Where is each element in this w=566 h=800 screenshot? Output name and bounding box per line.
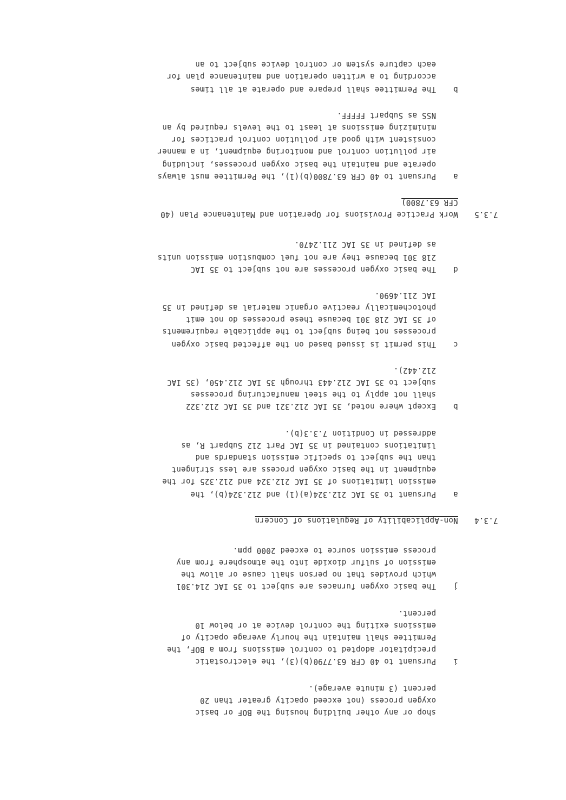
list-item [78, 544, 498, 593]
paragraph [78, 681, 498, 718]
text-line: 212.442). [393, 365, 436, 375]
text-line: consistent with good air pollution control practices for [171, 135, 436, 145]
text-line: 218 301 because they are not fuel combustion emission units [157, 252, 436, 262]
item-text [157, 109, 436, 182]
document-body [78, 58, 498, 718]
text-line: The basic oxygen processes are not subject to 35 IAC [190, 264, 436, 274]
text-line: Except where noted, 35 IAC 212.321 and 35 IAC 212.322 [185, 402, 436, 412]
text-line: emissions exiting the control device at or below 10 [195, 620, 436, 630]
list-item [78, 109, 498, 182]
text-line: limitations contained in 35 IAC Part 212 Subpart R, as [181, 440, 436, 450]
text-line: air pollution control and monitoring equipment, in a manner [157, 147, 436, 157]
list-item [78, 426, 498, 499]
text-line: of 35 IAC 218 301 because these processes do not emit [185, 315, 436, 325]
text-line: equipment in the basic oxygen process are less stringent [171, 465, 436, 475]
list-item [78, 607, 498, 668]
text-line: precipitator adopted to control emissions from a BOF, the [166, 645, 436, 655]
text-line: shall not apply to the steel manufacturing processes [190, 390, 436, 400]
list-item [78, 238, 498, 275]
item-label: c [453, 339, 458, 349]
spacer [78, 500, 498, 514]
text-line: according to a written operation and maintenance plan for [166, 72, 436, 82]
text-line: photochemically reactive organic material as defined in 35 [162, 303, 436, 313]
text-line: subject to 35 IAC 212.443 through 35 IAC 212.450, (35 IAC [166, 378, 436, 388]
item-text [157, 238, 436, 275]
section-heading [78, 208, 498, 220]
item-text [162, 289, 436, 350]
text-line: each capture system or control device subject to an [195, 60, 436, 70]
item-indent [458, 364, 498, 413]
item-indent [458, 607, 498, 668]
item-indent [458, 289, 498, 350]
text-line: The Permittee shall prepare and operate at all times [190, 84, 436, 94]
spacer [78, 667, 498, 681]
text-line: operate and maintain the basic oxygen processes, including [162, 159, 436, 169]
text-line: addressed in Condition 7.3.3(b). [284, 428, 436, 438]
section-title: Work Practice Provisions for Operation and Maintenance Plan (40 [160, 210, 458, 220]
section-title-continued: CFR 63.7800) [401, 197, 458, 207]
item-label: b [453, 402, 458, 412]
item-text [176, 544, 436, 593]
text-line: emission limitations of 35 IAC 212.324 and 212.325 for the [162, 477, 436, 487]
list-item [78, 364, 498, 413]
text-line: NSS as Subpart FFFFF. [336, 110, 436, 120]
spacer [78, 593, 498, 607]
text-line: The basic oxygen furnaces are subject to 35 IAC 214.301 [176, 582, 436, 592]
text-line: emission of sulfur dioxide into the atmosphere from any [176, 558, 436, 568]
item-indent [458, 58, 498, 95]
text-line: minimizing emissions at least to the levels required by an [162, 123, 436, 133]
spacer [78, 275, 498, 289]
text-line: percent (3 minute average). [308, 683, 436, 693]
item-label: j [453, 582, 458, 592]
item-indent [458, 544, 498, 593]
item-label: a [453, 489, 458, 499]
text-line: Permittee shall maintain the hourly average opacity of [181, 633, 436, 643]
text-line: process emission source to exceed 2000 ppm. [232, 545, 436, 555]
item-indent [458, 426, 498, 499]
text-line: which provides that no person shall cause or allow the [181, 570, 436, 580]
item-text [167, 58, 436, 95]
spacer [78, 350, 498, 364]
section-indent [458, 196, 498, 208]
spacer [78, 95, 498, 109]
item-label: a [453, 171, 458, 181]
spacer [78, 220, 498, 238]
section-number: 7.3.4 [474, 515, 498, 525]
text-line: IAC 211.4690. [374, 290, 436, 300]
section-heading-continued [78, 196, 498, 208]
item-indent [458, 109, 498, 182]
text-line: shop or any other building housing the BOF or basic [195, 708, 436, 717]
spacer [78, 412, 498, 426]
item-indent [458, 238, 498, 275]
section-heading [78, 514, 498, 526]
text-line: Pursuant to 35 IAC 212.324(a)(1) and 212.324(b), the [190, 489, 436, 499]
text-line: oxygen process (not exceed opacity greater than 20 [199, 695, 436, 705]
item-text [162, 426, 436, 499]
item-label: i [453, 657, 458, 667]
list-item [78, 58, 498, 95]
text-line: Pursuant to 40 CFR 63.7800(b)(1), the Permittee must always [157, 171, 436, 181]
item-text [167, 364, 436, 413]
spacer [78, 526, 498, 544]
section-title: Non-Applicability of Regulations of Concern [254, 515, 458, 525]
text-line: Pursuant to 40 CFR 63.7790(b)(3), the electrostatic [195, 657, 436, 667]
list-item [78, 289, 498, 350]
section-number: 7.3.5 [474, 210, 498, 220]
item-label: d [453, 264, 458, 274]
text-line: than the subject to specific emission standards and [195, 452, 436, 462]
item-label: b [453, 84, 458, 94]
spacer [78, 182, 498, 196]
item-text [167, 607, 436, 668]
text-line: processes not being subject to the applicable requirements [162, 327, 436, 337]
text-line: as defined in 35 IAC 211.2470. [294, 240, 436, 250]
text-line: percent. [398, 608, 436, 618]
text-line: This permit is issued based on the affected basic oxygen [171, 339, 436, 349]
